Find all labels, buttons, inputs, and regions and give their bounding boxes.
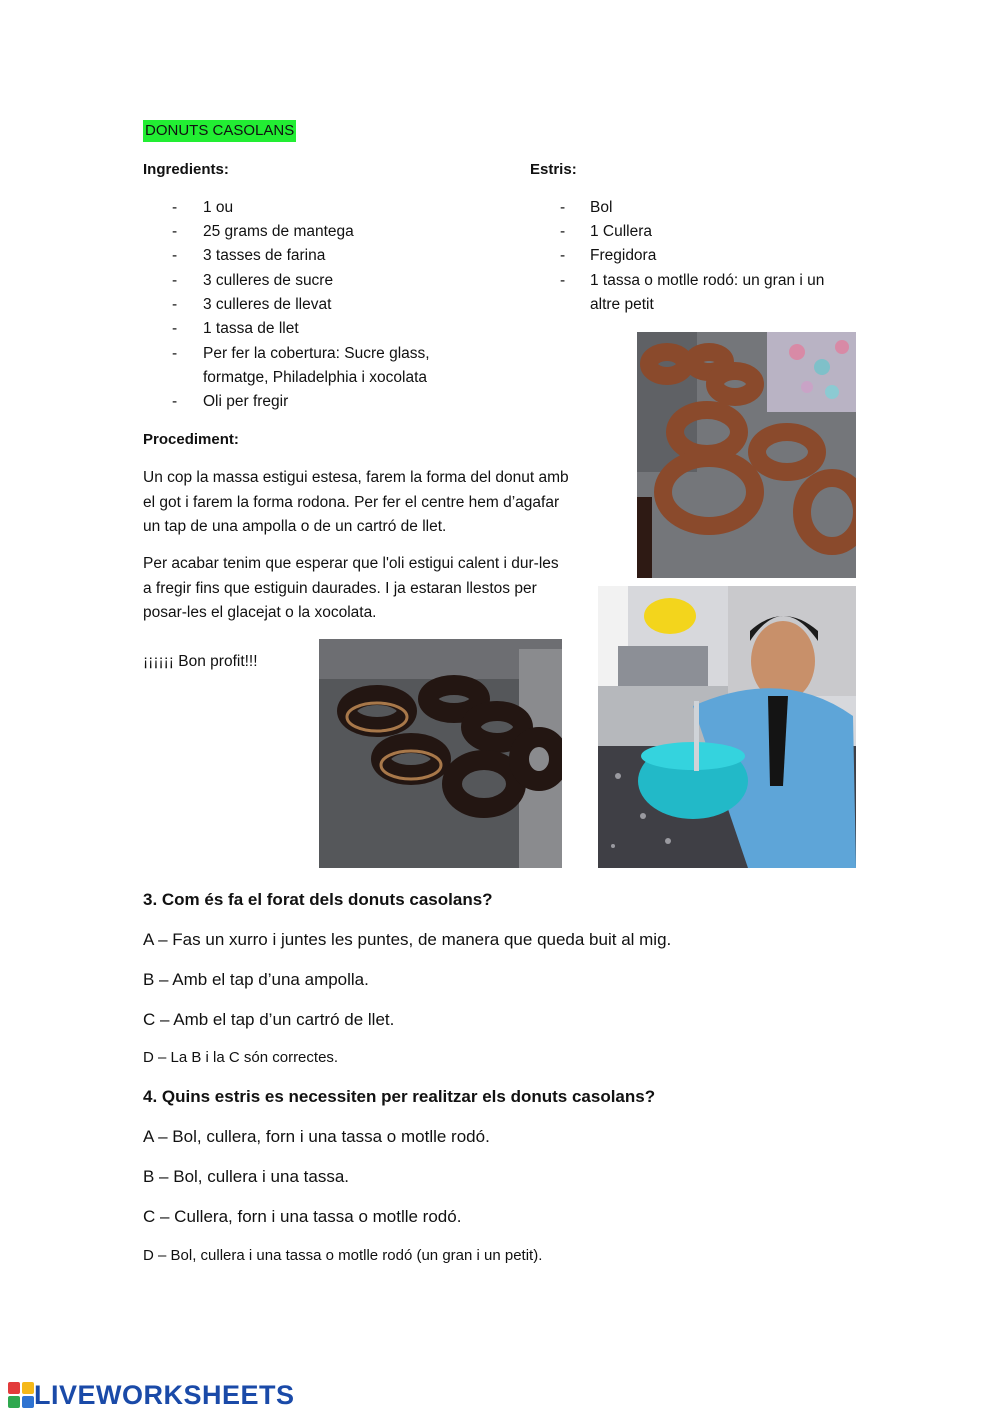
- q3-option-b[interactable]: B – Amb el tap d’una ampolla.: [143, 970, 369, 989]
- paragraph-line: posar-les el glacejat o la xocolata.: [143, 604, 377, 621]
- q3-option-c[interactable]: C – Amb el tap d’un cartró de llet.: [143, 1010, 395, 1029]
- child-mixing-photo: [598, 586, 856, 868]
- list-dash: -: [172, 223, 178, 240]
- q3-option-d[interactable]: D – La B i la C són correctes.: [143, 1049, 339, 1066]
- paragraph-line: un tap de una ampolla o de un cartró de llet.: [143, 518, 447, 535]
- tools-heading: Estris:: [530, 161, 577, 178]
- document-title: DONUTS CASOLANS: [143, 120, 296, 142]
- liveworksheets-logo-text: LIVEWORKSHEETS: [34, 1379, 295, 1410]
- liveworksheets-logo-icon: [8, 1382, 34, 1408]
- list-dash: -: [560, 247, 566, 264]
- question-3: 3. Com és fa el forat dels donuts casolans?: [143, 890, 493, 909]
- tool-item: Bol: [590, 199, 613, 216]
- ingredient-item: 1 tassa de llet: [203, 320, 299, 337]
- list-dash: -: [172, 247, 178, 264]
- list-dash: -: [172, 296, 178, 313]
- procedure-heading: Procediment:: [143, 431, 239, 448]
- paragraph-line: el got i farem la forma rodona. Per fer el centre hem d’agafar: [143, 493, 560, 511]
- tool-item: 1 Cullera: [590, 223, 653, 240]
- list-dash: -: [560, 199, 566, 216]
- ingredients-heading: Ingredients:: [143, 161, 229, 178]
- ingredient-item: 1 ou: [203, 199, 234, 216]
- list-dash: -: [172, 199, 178, 216]
- list-dash: -: [172, 345, 178, 362]
- chocolate-donuts-photo: [319, 639, 562, 868]
- ingredient-item-continued: formatge, Philadelphia i xocolata: [203, 369, 428, 386]
- list-dash: -: [560, 223, 566, 240]
- tool-item: 1 tassa o motlle rodó: un gran i un: [590, 272, 825, 289]
- fried-donuts-photo: [637, 332, 856, 578]
- ingredient-item: 3 tasses de farina: [203, 247, 326, 264]
- closing-text: ¡¡¡¡¡¡ Bon profit!!!: [143, 653, 258, 670]
- paragraph-line: a fregir fins que estiguin daurades. I ja estaran llestos per: [143, 579, 537, 597]
- paragraph-line: Un cop la massa estigui estesa, farem la forma del donut amb: [143, 469, 569, 486]
- tool-item-continued: altre petit: [590, 296, 654, 313]
- procedure-paragraph-2: [143, 552, 613, 626]
- q4-option-b[interactable]: B – Bol, cullera i una tassa.: [143, 1167, 350, 1186]
- q3-option-a[interactable]: A – Fas un xurro i juntes les puntes, de manera que queda buit al mig.: [143, 930, 672, 949]
- question-4: 4. Quins estris es necessiten per realitzar els donuts casolans?: [143, 1087, 656, 1106]
- ingredient-item: 25 grams de mantega: [203, 223, 354, 240]
- liveworksheets-logo[interactable]: [8, 1380, 295, 1410]
- ingredient-item: 3 culleres de sucre: [203, 272, 334, 289]
- ingredient-item: Oli per fregir: [203, 393, 289, 410]
- list-dash: -: [560, 272, 566, 289]
- paragraph-line: Per acabar tenim que esperar que l'oli estigui calent i dur-les: [143, 555, 559, 572]
- ingredient-item: 3 culleres de llevat: [203, 296, 332, 313]
- list-dash: -: [172, 320, 178, 337]
- q4-option-d[interactable]: D – Bol, cullera i una tassa o motlle rodó (un gran i un petit).: [143, 1247, 543, 1264]
- q4-option-a[interactable]: A – Bol, cullera, forn i una tassa o motlle rodó.: [143, 1127, 490, 1146]
- tool-item: Fregidora: [590, 247, 657, 264]
- procedure-paragraph-1: [143, 466, 613, 540]
- list-dash: -: [172, 393, 178, 410]
- list-dash: -: [172, 272, 178, 289]
- ingredient-item: Per fer la cobertura: Sucre glass,: [203, 345, 430, 362]
- q4-option-c[interactable]: C – Cullera, forn i una tassa o motlle rodó.: [143, 1207, 462, 1226]
